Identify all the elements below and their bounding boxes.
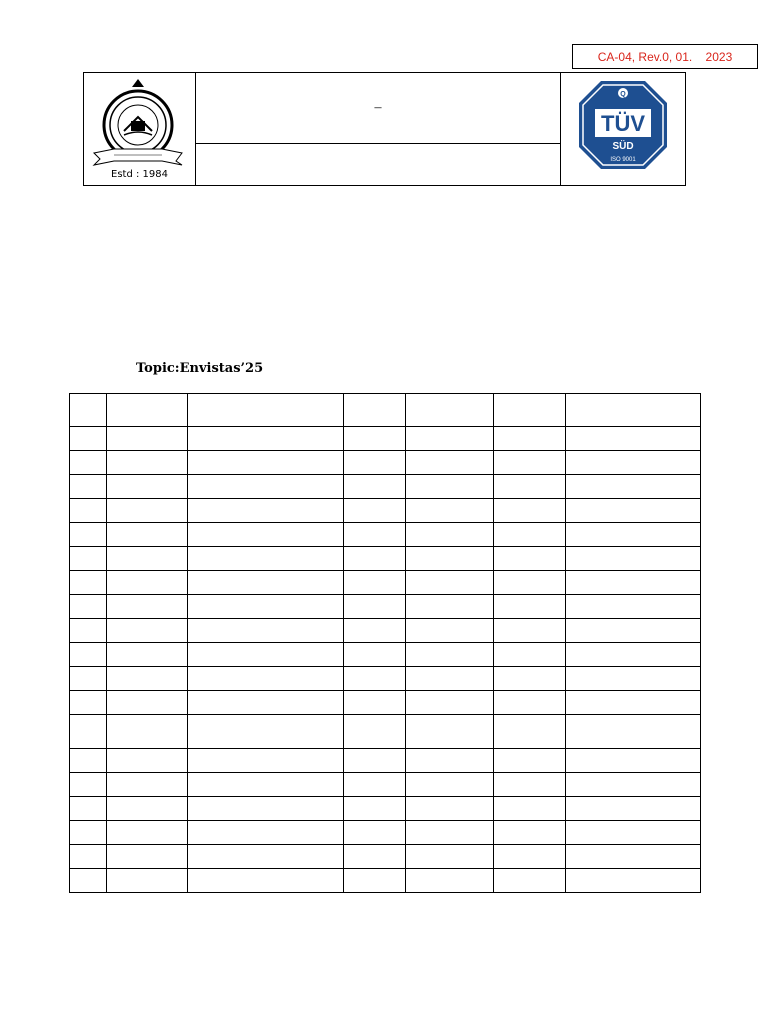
table-cell bbox=[494, 571, 566, 595]
table-cell bbox=[344, 547, 406, 571]
table-cell bbox=[70, 451, 107, 475]
table-header-cell bbox=[70, 394, 107, 427]
table-cell bbox=[406, 523, 494, 547]
table-row bbox=[70, 595, 701, 619]
table-cell bbox=[70, 475, 107, 499]
table-cell bbox=[344, 451, 406, 475]
institution-title-cell bbox=[196, 73, 561, 185]
topic-label: Topic:Envistas’25 bbox=[136, 361, 264, 376]
table-cell bbox=[344, 523, 406, 547]
table-cell bbox=[566, 691, 701, 715]
institution-logo-cell bbox=[84, 73, 196, 185]
table-row bbox=[70, 571, 701, 595]
table-cell bbox=[188, 797, 344, 821]
table-header-cell bbox=[566, 394, 701, 427]
title-mark: – bbox=[374, 100, 382, 115]
table-cell bbox=[494, 523, 566, 547]
table-cell bbox=[344, 845, 406, 869]
table-cell bbox=[494, 499, 566, 523]
table-row bbox=[70, 427, 701, 451]
attendance-table bbox=[69, 393, 701, 893]
table-cell bbox=[188, 667, 344, 691]
table-header-cell bbox=[494, 394, 566, 427]
table-row bbox=[70, 499, 701, 523]
table-cell bbox=[406, 571, 494, 595]
table-cell bbox=[344, 821, 406, 845]
table-cell bbox=[566, 749, 701, 773]
table-cell bbox=[406, 427, 494, 451]
table-row bbox=[70, 869, 701, 893]
table-cell bbox=[566, 821, 701, 845]
table-cell bbox=[70, 499, 107, 523]
table-header-cell bbox=[344, 394, 406, 427]
table-cell bbox=[566, 547, 701, 571]
table-cell bbox=[70, 845, 107, 869]
table-cell bbox=[188, 523, 344, 547]
table-cell bbox=[70, 643, 107, 667]
table-cell bbox=[494, 451, 566, 475]
table-cell bbox=[188, 845, 344, 869]
table-row bbox=[70, 845, 701, 869]
table-cell bbox=[344, 797, 406, 821]
table-cell bbox=[188, 499, 344, 523]
table-cell bbox=[406, 595, 494, 619]
table-cell bbox=[566, 523, 701, 547]
table-cell bbox=[188, 821, 344, 845]
table-cell bbox=[107, 427, 188, 451]
table-row bbox=[70, 475, 701, 499]
table-cell bbox=[107, 475, 188, 499]
table-cell bbox=[494, 749, 566, 773]
table-cell bbox=[566, 773, 701, 797]
table-cell bbox=[566, 475, 701, 499]
table-cell bbox=[344, 667, 406, 691]
table-cell bbox=[70, 691, 107, 715]
table-row bbox=[70, 643, 701, 667]
table-cell bbox=[188, 619, 344, 643]
table-cell bbox=[188, 749, 344, 773]
table-cell bbox=[406, 749, 494, 773]
table-cell bbox=[406, 547, 494, 571]
table-cell bbox=[494, 845, 566, 869]
table-cell bbox=[406, 499, 494, 523]
table-cell bbox=[566, 715, 701, 749]
table-cell bbox=[566, 451, 701, 475]
table-cell bbox=[406, 643, 494, 667]
table-cell bbox=[344, 499, 406, 523]
table-cell bbox=[107, 547, 188, 571]
table-cell bbox=[70, 715, 107, 749]
table-row bbox=[70, 797, 701, 821]
table-cell bbox=[406, 715, 494, 749]
table-cell bbox=[188, 773, 344, 797]
table-cell bbox=[566, 845, 701, 869]
table-cell bbox=[566, 499, 701, 523]
table-cell bbox=[344, 427, 406, 451]
table-cell bbox=[70, 773, 107, 797]
table-cell bbox=[70, 619, 107, 643]
table-cell bbox=[406, 821, 494, 845]
cert-iso: ISO 9001 bbox=[610, 157, 636, 163]
table-cell bbox=[107, 691, 188, 715]
table-cell bbox=[406, 797, 494, 821]
table-cell bbox=[566, 797, 701, 821]
table-cell bbox=[70, 523, 107, 547]
table-cell bbox=[344, 475, 406, 499]
table-cell bbox=[494, 797, 566, 821]
revision-text: CA-04, Rev.0, 01. 2023 bbox=[597, 49, 733, 64]
table-cell bbox=[107, 667, 188, 691]
table-cell bbox=[494, 821, 566, 845]
table-row bbox=[70, 619, 701, 643]
table-cell bbox=[344, 773, 406, 797]
table-cell bbox=[494, 869, 566, 893]
table-cell bbox=[107, 643, 188, 667]
table-cell bbox=[70, 797, 107, 821]
table-cell bbox=[344, 619, 406, 643]
cert-sub: SÜD bbox=[612, 141, 634, 152]
table-cell bbox=[188, 475, 344, 499]
table-cell bbox=[70, 427, 107, 451]
table-cell bbox=[188, 643, 344, 667]
institution-title bbox=[196, 73, 560, 144]
table-cell bbox=[344, 715, 406, 749]
table-cell bbox=[70, 595, 107, 619]
table-cell bbox=[566, 869, 701, 893]
table-cell bbox=[566, 595, 701, 619]
table-cell bbox=[344, 571, 406, 595]
table-cell bbox=[107, 451, 188, 475]
table-row bbox=[70, 667, 701, 691]
table-cell bbox=[70, 547, 107, 571]
table-cell bbox=[406, 619, 494, 643]
table-header-cell bbox=[406, 394, 494, 427]
cert-brand: TÜV bbox=[601, 111, 645, 136]
table-cell bbox=[107, 595, 188, 619]
table-cell bbox=[494, 715, 566, 749]
table-cell bbox=[494, 547, 566, 571]
table-row bbox=[70, 821, 701, 845]
table-cell bbox=[494, 619, 566, 643]
table-row bbox=[70, 715, 701, 749]
table-cell bbox=[344, 869, 406, 893]
table-cell bbox=[107, 797, 188, 821]
table-cell bbox=[406, 451, 494, 475]
table-cell bbox=[107, 499, 188, 523]
table-row bbox=[70, 691, 701, 715]
table-cell bbox=[344, 595, 406, 619]
table-cell bbox=[344, 643, 406, 667]
table-cell bbox=[406, 845, 494, 869]
table-cell bbox=[188, 869, 344, 893]
table-cell bbox=[494, 691, 566, 715]
table-cell bbox=[107, 845, 188, 869]
table-cell bbox=[188, 571, 344, 595]
table-header-row bbox=[70, 394, 701, 427]
table-cell bbox=[188, 547, 344, 571]
table-cell bbox=[566, 667, 701, 691]
table-cell bbox=[344, 749, 406, 773]
document-header bbox=[83, 72, 686, 186]
table-cell bbox=[494, 667, 566, 691]
table-cell bbox=[406, 869, 494, 893]
table-cell bbox=[494, 475, 566, 499]
table-cell bbox=[107, 715, 188, 749]
table-cell bbox=[188, 715, 344, 749]
table-cell bbox=[566, 619, 701, 643]
table-cell bbox=[406, 667, 494, 691]
table-header-cell bbox=[107, 394, 188, 427]
table-cell bbox=[494, 773, 566, 797]
certification-logo-cell bbox=[561, 73, 685, 185]
table-cell bbox=[107, 773, 188, 797]
table-row bbox=[70, 749, 701, 773]
table-cell bbox=[70, 667, 107, 691]
cert-q-letter: Q bbox=[620, 91, 626, 98]
table-row bbox=[70, 773, 701, 797]
table-cell bbox=[344, 691, 406, 715]
table-cell bbox=[107, 523, 188, 547]
table-cell bbox=[494, 643, 566, 667]
table-cell bbox=[188, 427, 344, 451]
estd-label: Estd : 1984 bbox=[111, 169, 168, 180]
table-cell bbox=[70, 571, 107, 595]
table-cell bbox=[406, 773, 494, 797]
table-cell bbox=[107, 749, 188, 773]
table-cell bbox=[107, 571, 188, 595]
table-cell bbox=[494, 595, 566, 619]
table-cell bbox=[188, 691, 344, 715]
table-row bbox=[70, 547, 701, 571]
table-cell bbox=[566, 643, 701, 667]
table-cell bbox=[406, 475, 494, 499]
table-cell bbox=[70, 869, 107, 893]
table-cell bbox=[406, 691, 494, 715]
table-cell bbox=[494, 427, 566, 451]
table-header-cell bbox=[188, 394, 344, 427]
table-cell bbox=[107, 619, 188, 643]
table-cell bbox=[107, 821, 188, 845]
revision-box bbox=[572, 44, 758, 69]
table-cell bbox=[188, 595, 344, 619]
table-cell bbox=[566, 427, 701, 451]
tuv-sud-iso-icon bbox=[561, 73, 685, 185]
table-cell bbox=[107, 869, 188, 893]
table-cell bbox=[566, 571, 701, 595]
table-cell bbox=[70, 821, 107, 845]
table-cell bbox=[70, 749, 107, 773]
table-cell bbox=[188, 451, 344, 475]
table-row bbox=[70, 451, 701, 475]
table-row bbox=[70, 523, 701, 547]
